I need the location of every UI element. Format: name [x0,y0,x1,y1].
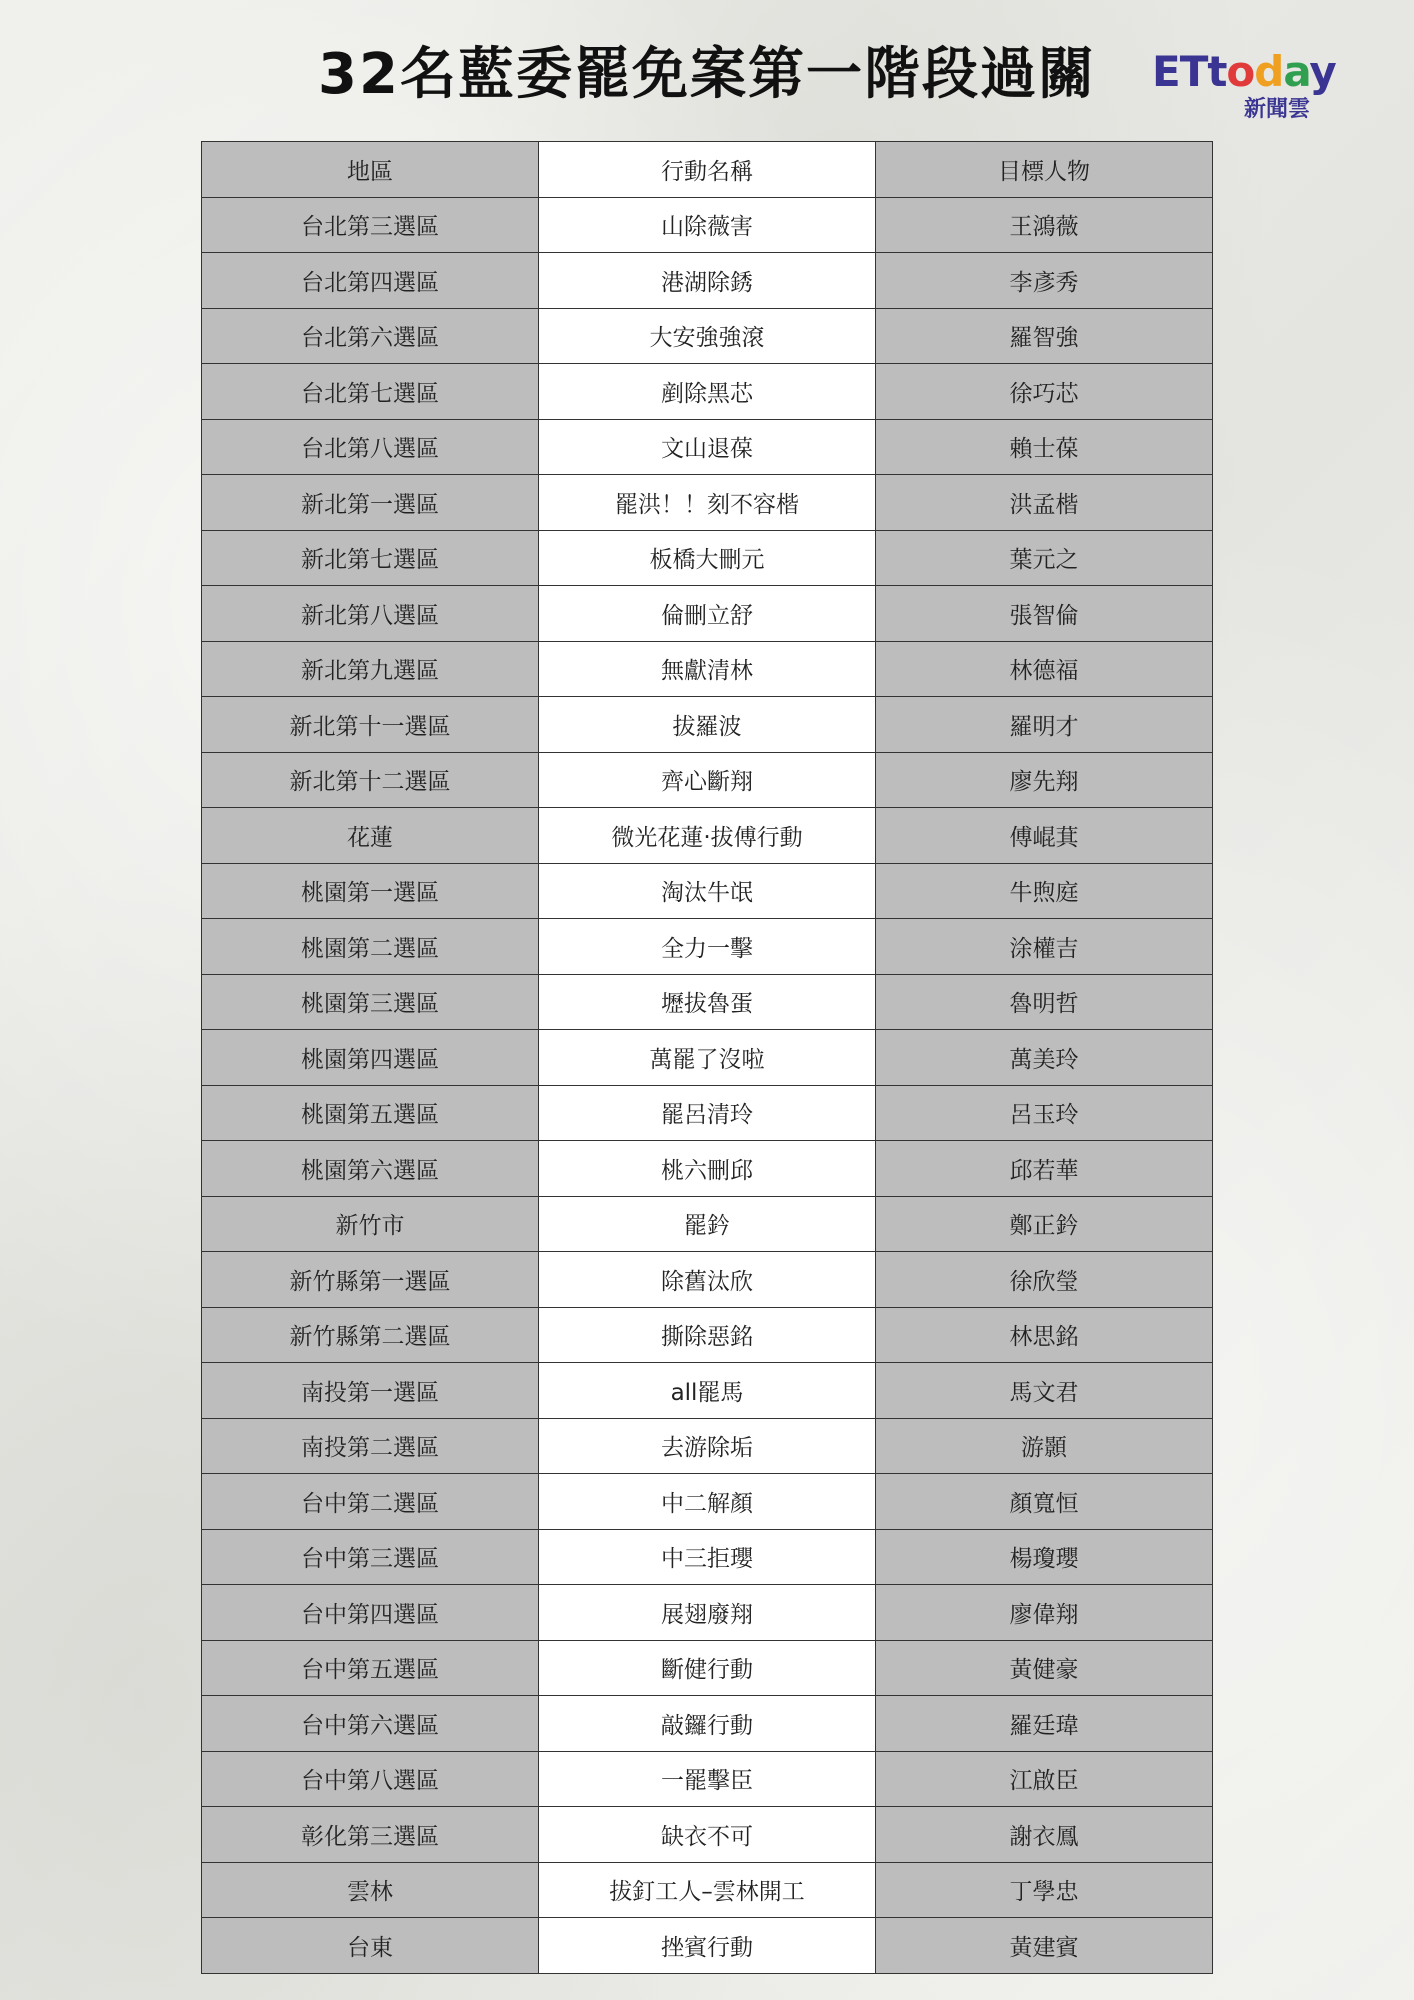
cell-action-name: 挫賓行動 [539,1918,876,1974]
cell-target-person: 黃建賓 [876,1918,1213,1974]
cell-target-person: 魯明哲 [876,974,1213,1030]
table-row [202,1141,1213,1197]
cell-region: 桃園第四選區 [202,1030,539,1086]
cell-action-name: 罷鈐 [539,1196,876,1252]
cell-region: 台北第四選區 [202,253,539,309]
cell-target-person: 游顥 [876,1418,1213,1474]
cell-target-person: 林思銘 [876,1307,1213,1363]
cell-action-name: 山除薇害 [539,197,876,253]
cell-action-name: 去游除垢 [539,1418,876,1474]
cell-region: 彰化第三選區 [202,1807,539,1863]
cell-target-person: 涂權吉 [876,919,1213,975]
cell-action-name: 中二解顏 [539,1474,876,1530]
table-row [202,641,1213,697]
table-row [202,1030,1213,1086]
table-row [202,863,1213,919]
table-row [202,530,1213,586]
table-row [202,308,1213,364]
cell-action-name: 港湖除銹 [539,253,876,309]
cell-target-person: 呂玉玲 [876,1085,1213,1141]
table-header [202,142,1213,198]
cell-target-person: 李彥秀 [876,253,1213,309]
cell-target-person: 傅崐萁 [876,808,1213,864]
cell-region: 新竹市 [202,1196,539,1252]
cell-target-person: 顏寬恒 [876,1474,1213,1530]
cell-action-name: 敲鑼行動 [539,1696,876,1752]
table-row [202,253,1213,309]
table-row [202,1640,1213,1696]
cell-target-person: 楊瓊瓔 [876,1529,1213,1585]
cell-action-name: 一罷擊臣 [539,1751,876,1807]
cell-action-name: 全力一擊 [539,919,876,975]
table-row [202,1363,1213,1419]
cell-region: 桃園第六選區 [202,1141,539,1197]
table-row [202,419,1213,475]
cell-action-name: 淘汰牛氓 [539,863,876,919]
logo-subtitle: 新聞雲 [1244,97,1311,122]
cell-region: 台北第六選區 [202,308,539,364]
cell-target-person: 鄭正鈐 [876,1196,1213,1252]
header-target-person: 目標人物 [876,142,1213,198]
cell-action-name: 無獻清林 [539,641,876,697]
cell-action-name: 斷健行動 [539,1640,876,1696]
cell-region: 台中第六選區 [202,1696,539,1752]
cell-action-name: 剷除黑芯 [539,364,876,420]
cell-region: 新竹縣第一選區 [202,1252,539,1308]
cell-target-person: 羅智強 [876,308,1213,364]
cell-action-name: 除舊汰欣 [539,1252,876,1308]
table-row [202,586,1213,642]
cell-target-person: 張智倫 [876,586,1213,642]
cell-target-person: 江啟臣 [876,1751,1213,1807]
cell-region: 台北第八選區 [202,419,539,475]
cell-target-person: 黃健豪 [876,1640,1213,1696]
table-row [202,1474,1213,1530]
cell-region: 台中第八選區 [202,1751,539,1807]
cell-target-person: 徐巧芯 [876,364,1213,420]
cell-action-name: all罷馬 [539,1363,876,1419]
table-row [202,1862,1213,1918]
table-row [202,1529,1213,1585]
cell-region: 桃園第三選區 [202,974,539,1030]
page-title: 32名藍委罷免案第一階段過關 [318,42,1096,107]
cell-region: 新北第七選區 [202,530,539,586]
cell-action-name: 倫刪立舒 [539,586,876,642]
cell-region: 雲林 [202,1862,539,1918]
cell-region: 台中第四選區 [202,1585,539,1641]
table-row [202,1918,1213,1974]
cell-action-name: 罷洪！！刻不容楷 [539,475,876,531]
table-row [202,1751,1213,1807]
cell-region: 新北第十一選區 [202,697,539,753]
cell-target-person: 萬美玲 [876,1030,1213,1086]
cell-action-name: 文山退葆 [539,419,876,475]
header-row [202,142,1213,198]
cell-target-person: 邱若華 [876,1141,1213,1197]
cell-target-person: 廖偉翔 [876,1585,1213,1641]
header-region: 地區 [202,142,539,198]
cell-action-name: 大安強強滾 [539,308,876,364]
table-row [202,752,1213,808]
cell-action-name: 展翅廢翔 [539,1585,876,1641]
cell-target-person: 王鴻薇 [876,197,1213,253]
table-row [202,1252,1213,1308]
table-row [202,974,1213,1030]
cell-action-name: 罷呂清玲 [539,1085,876,1141]
cell-action-name: 拔釘工人–雲林開工 [539,1862,876,1918]
table-row [202,1585,1213,1641]
table-row [202,1196,1213,1252]
cell-region: 南投第二選區 [202,1418,539,1474]
header-action-name: 行動名稱 [539,142,876,198]
table-row [202,808,1213,864]
cell-region: 桃園第五選區 [202,1085,539,1141]
cell-target-person: 羅明才 [876,697,1213,753]
cell-region: 花蓮 [202,808,539,864]
cell-action-name: 撕除惡銘 [539,1307,876,1363]
table-row [202,197,1213,253]
cell-region: 新北第八選區 [202,586,539,642]
cell-region: 台北第七選區 [202,364,539,420]
cell-target-person: 葉元之 [876,530,1213,586]
cell-region: 新北第十二選區 [202,752,539,808]
cell-target-person: 丁學忠 [876,1862,1213,1918]
cell-region: 新竹縣第二選區 [202,1307,539,1363]
table-body [202,197,1213,1973]
table-row [202,1418,1213,1474]
cell-target-person: 馬文君 [876,1363,1213,1419]
table-row [202,697,1213,753]
cell-action-name: 缺衣不可 [539,1807,876,1863]
cell-region: 新北第九選區 [202,641,539,697]
cell-region: 台東 [202,1918,539,1974]
cell-target-person: 牛煦庭 [876,863,1213,919]
table-row [202,475,1213,531]
logo-wordmark: ETtoday [1152,47,1336,96]
cell-region: 桃園第二選區 [202,919,539,975]
table-row [202,919,1213,975]
cell-action-name: 微光花蓮‧拔傅行動 [539,808,876,864]
table-row [202,1085,1213,1141]
cell-region: 台北第三選區 [202,197,539,253]
cell-action-name: 中三拒瓔 [539,1529,876,1585]
table-row [202,364,1213,420]
cell-target-person: 謝衣鳳 [876,1807,1213,1863]
table-row [202,1807,1213,1863]
cell-region: 南投第一選區 [202,1363,539,1419]
cell-action-name: 壢拔魯蛋 [539,974,876,1030]
cell-region: 台中第五選區 [202,1640,539,1696]
cell-target-person: 廖先翔 [876,752,1213,808]
cell-target-person: 徐欣瑩 [876,1252,1213,1308]
cell-action-name: 齊心斷翔 [539,752,876,808]
cell-action-name: 板橋大刪元 [539,530,876,586]
cell-action-name: 桃六刪邱 [539,1141,876,1197]
cell-target-person: 賴士葆 [876,419,1213,475]
table-row [202,1307,1213,1363]
cell-region: 新北第一選區 [202,475,539,531]
cell-region: 台中第二選區 [202,1474,539,1530]
cell-target-person: 林德福 [876,641,1213,697]
recall-table [201,141,1213,1974]
cell-region: 桃園第一選區 [202,863,539,919]
cell-action-name: 萬罷了沒啦 [539,1030,876,1086]
cell-region: 台中第三選區 [202,1529,539,1585]
table-row [202,1696,1213,1752]
cell-target-person: 羅廷瑋 [876,1696,1213,1752]
cell-action-name: 拔羅波 [539,697,876,753]
ettoday-logo [1152,47,1342,122]
cell-target-person: 洪孟楷 [876,475,1213,531]
